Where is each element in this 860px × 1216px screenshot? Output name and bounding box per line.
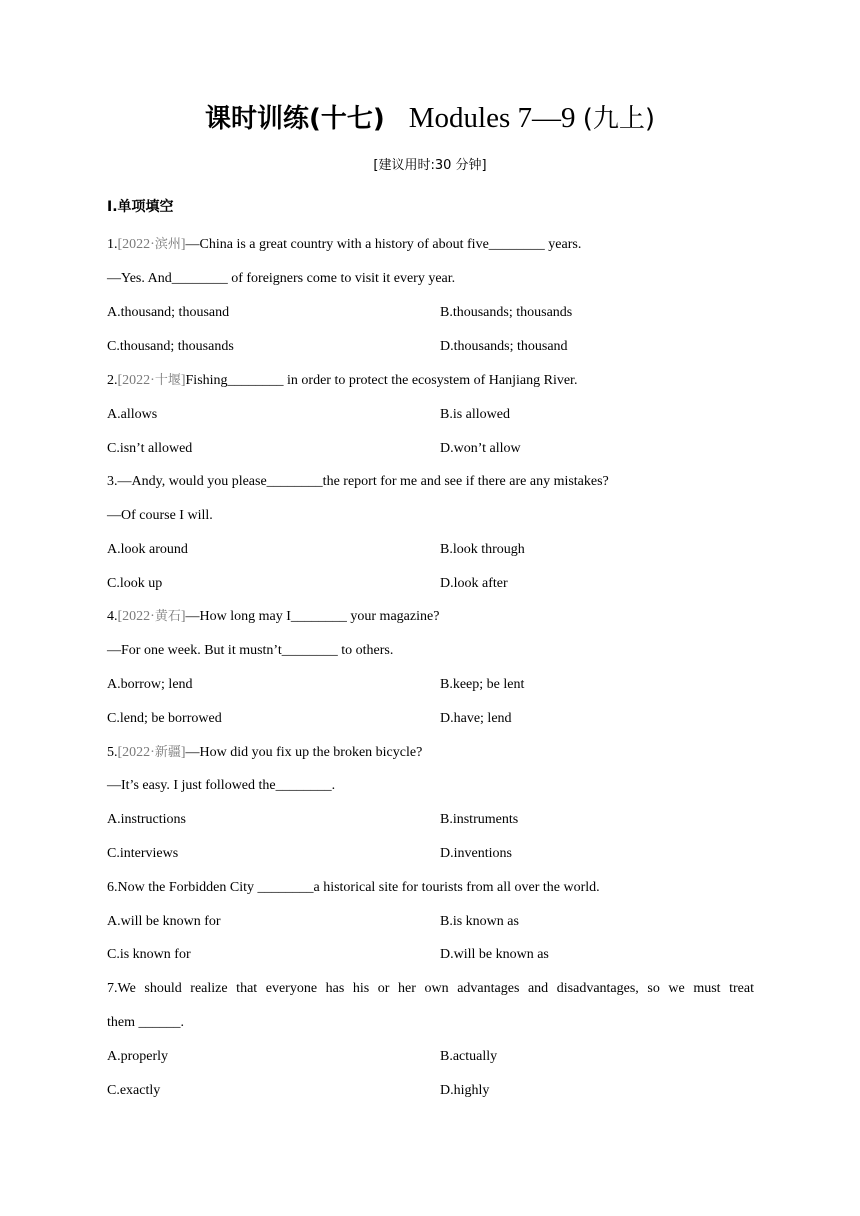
question-4-option-a: A.borrow; lend bbox=[107, 677, 193, 692]
question-6-option-d: D.will be known as bbox=[440, 947, 549, 962]
question-7-stem: 7.We should realize that everyone has his or her own advantages and disadvantages, so we must treat bbox=[107, 981, 754, 996]
question-5-option-c: C.interviews bbox=[107, 846, 179, 861]
question-1-source: [2022·滨州] bbox=[117, 237, 186, 252]
question-2-option-d: D.won’t allow bbox=[440, 441, 521, 456]
question-5-option-b: B.instruments bbox=[440, 812, 519, 827]
question-1-option-d: D.thousands; thousand bbox=[440, 339, 568, 354]
question-1-stem-2: —Yes. And________ of foreigners come to visit it every year. bbox=[107, 271, 456, 286]
page-title bbox=[0, 98, 860, 139]
question-4-option-b: B.keep; be lent bbox=[440, 677, 525, 692]
title-chinese: 课时训练(十七) bbox=[204, 104, 385, 134]
question-7-option-b: B.actually bbox=[440, 1049, 498, 1064]
question-6-stem: 6.Now the Forbidden City ________a historical site for tourists from all over the world. bbox=[107, 880, 600, 895]
question-4-option-d: D.have; lend bbox=[440, 711, 512, 726]
question-2-option-a: A.allows bbox=[107, 407, 158, 422]
question-6-option-c: C.is known for bbox=[107, 947, 191, 962]
question-7-option-c: C.exactly bbox=[107, 1083, 161, 1098]
question-3-option-a: A.look around bbox=[107, 542, 188, 557]
question-1-option-a: A.thousand; thousand bbox=[107, 305, 230, 320]
question-6-option-a: A.will be known for bbox=[107, 914, 221, 929]
question-1-option-c: C.thousand; thousands bbox=[107, 339, 234, 354]
question-5-stem-2: —It’s easy. I just followed the________. bbox=[107, 778, 336, 793]
title-grade: (九上) bbox=[582, 104, 656, 134]
question-1-stem: 1.[2022·滨州]—China is a great country with a history of about five________ years. bbox=[107, 237, 582, 252]
question-3-stem: 3.—Andy, would you please________the report for me and see if there are any mistakes? bbox=[107, 474, 609, 489]
question-1-option-b: B.thousands; thousands bbox=[440, 305, 573, 320]
question-2-stem: 2.[2022·十堰]Fishing________ in order to protect the ecosystem of Hanjiang River. bbox=[107, 373, 578, 388]
question-4-stem: 4.[2022·黄石]—How long may I________ your magazine? bbox=[107, 609, 440, 624]
question-4-option-c: C.lend; be borrowed bbox=[107, 711, 222, 726]
question-2-option-c: C.isn’t allowed bbox=[107, 441, 193, 456]
question-4-stem-2: —For one week. But it mustn’t________ to others. bbox=[107, 643, 394, 658]
question-7-option-d: D.highly bbox=[440, 1083, 490, 1098]
question-5-source: [2022·新疆] bbox=[117, 745, 186, 760]
question-7-option-a: A.properly bbox=[107, 1049, 169, 1064]
question-3-option-b: B.look through bbox=[440, 542, 525, 557]
question-4-source: [2022·黄石] bbox=[117, 609, 186, 624]
question-3-option-c: C.look up bbox=[107, 576, 163, 591]
question-7-stem-2: them ______. bbox=[107, 1015, 184, 1030]
question-5-option-d: D.inventions bbox=[440, 846, 512, 861]
question-3-option-d: D.look after bbox=[440, 576, 508, 591]
question-6-option-b: B.is known as bbox=[440, 914, 519, 929]
question-2-source: [2022·十堰] bbox=[117, 373, 186, 388]
question-5-stem: 5.[2022·新疆]—How did you fix up the broken bicycle? bbox=[107, 745, 423, 760]
question-3-stem-2: —Of course I will. bbox=[107, 508, 213, 523]
question-5-option-a: A.instructions bbox=[107, 812, 186, 827]
question-2-option-b: B.is allowed bbox=[440, 407, 510, 422]
time-hint: [建议用时:30 分钟] bbox=[373, 158, 487, 173]
section-heading: Ⅰ.单项填空 bbox=[107, 199, 174, 215]
title-modules: Modules 7—9 bbox=[408, 102, 583, 134]
